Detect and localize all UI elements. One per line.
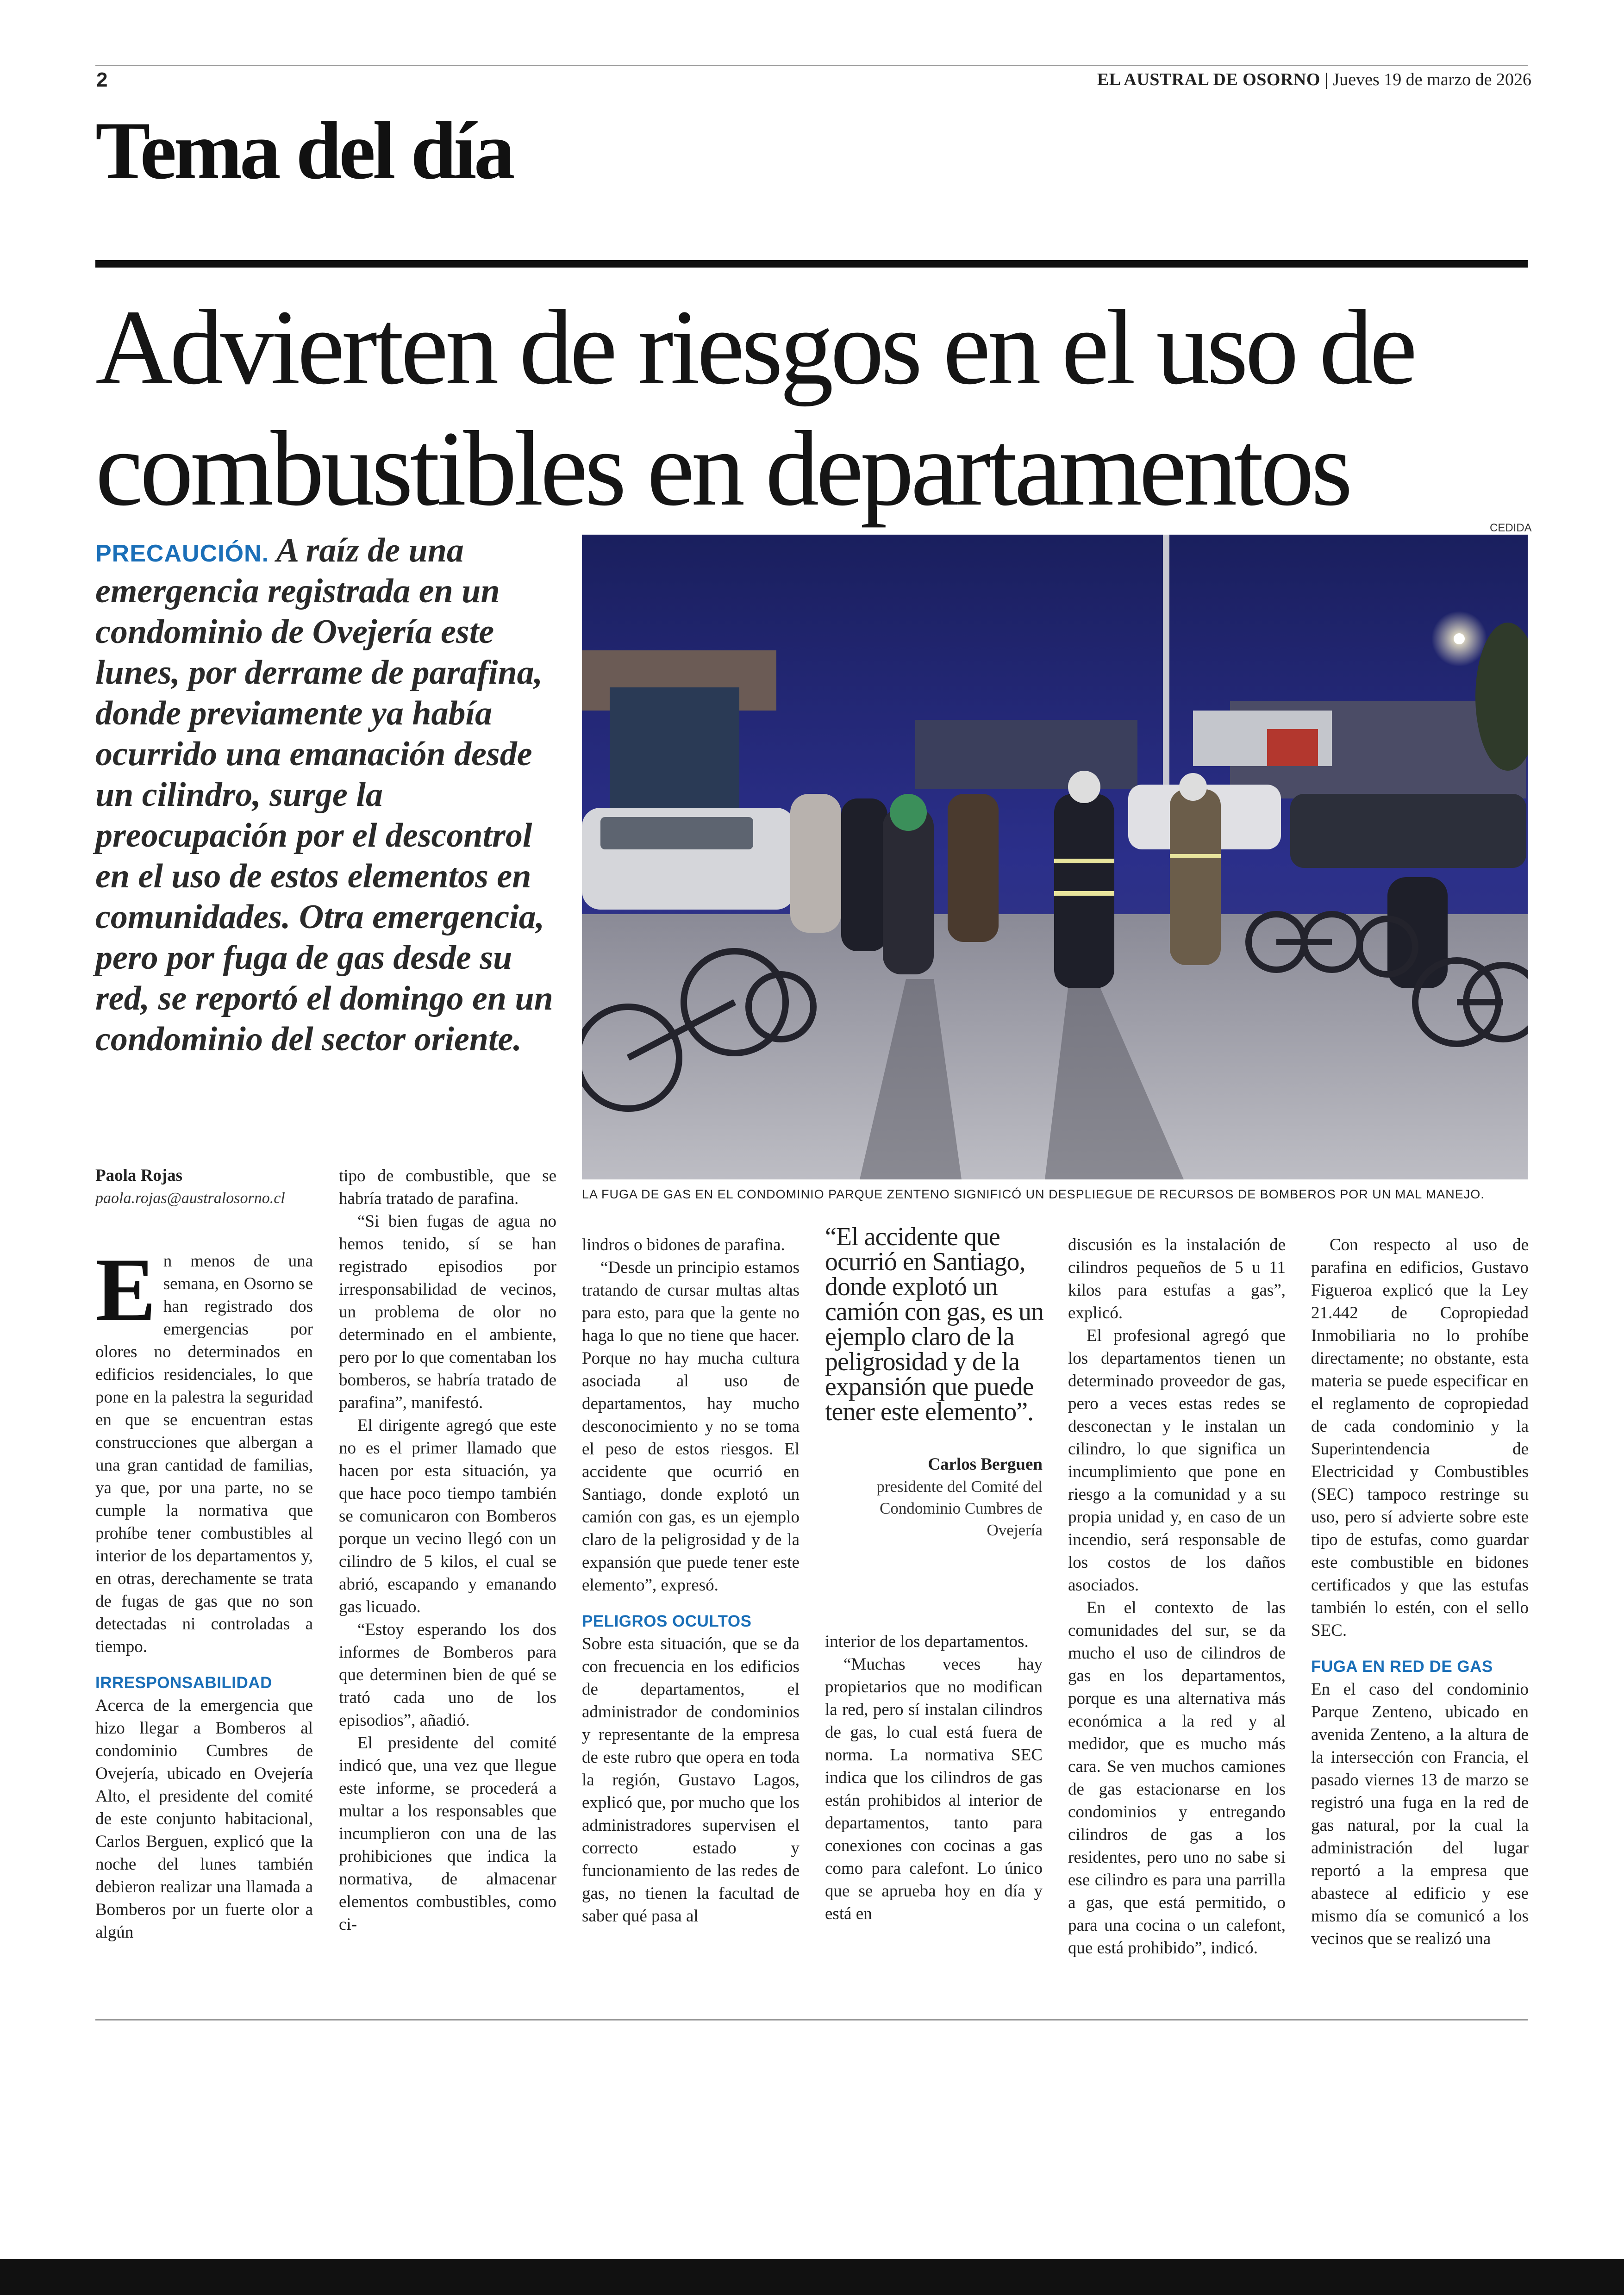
body-column-1 <box>95 1240 313 1944</box>
col4-p2: “Muchas veces hay propietarios que no modifican la red, pero sí instalan cilindros de gas, lo cual está fuera de norma. La normativa SEC indica que los cilindros de gas están prohibidos al interior de departamentos, tanto para conexiones con cocinas a gas como para calefont. Lo único que se aprueba hoy en día y está en <box>825 1655 1043 1923</box>
section-rule <box>95 260 1528 268</box>
col1-p2: Acerca de la emergencia que hizo llegar a Bomberos al condominio Cumbres de Ovejería, ubicado en Ovejería Alto, el presidente del comité de este conjunto habitacional, Carlos Berguen, explicó que la noche del lunes también debieron realizar una llamada a Bomberos por un fuerte olor a algún <box>95 1696 313 1942</box>
col1-p1: n menos de una semana, en Osorno se han registrado dos emergencias por olores no determinados en edificios residenciales, lo que pone en la palestra la seguridad en que se encuentran estas construcciones que albergan a una gran cantidad de familias, ya que, por una parte, no se cumple la normativa que prohíbe tener combustibles al interior de los departamentos y, en otras, derechamente se trata de fugas de gas que no son detectadas ni controladas a tiempo. <box>95 1252 313 1656</box>
subhead-fuga-en-red-de-gas: FUGA EN RED DE GAS <box>1311 1658 1493 1676</box>
col2-p2: “Si bien fugas de agua no hemos tenido, sí se han registrado episodios por irresponsabilidad de vecinos, un problema de olor no determinado en el ambiente, pero por lo que comentaban los bomberos, se habría tratado de parafina”, manifestó. <box>339 1212 556 1412</box>
photo-credit: CEDIDA <box>1490 522 1532 534</box>
col2-p5: El presidente del comité indicó que, una vez que llegue este informe, se procederá a multar a los responsables que incumplieron con una de las prohibiciones que indica la normativa, de almacenar elementos combustibles, como ci- <box>339 1734 556 1934</box>
lead-text: A raíz de una emergencia registrada en un condominio de Ovejería este lunes, por derrame de parafina, donde previamente ya había ocurrido una emanación desde un cilindro, surge la preocupación por el descontrol en el uso de estos elementos en comunidades. Otra emergencia, pero por fuga de gas desde su red, se reportó el domingo en un condominio del sector oriente. <box>95 531 553 1058</box>
col2-p3: El dirigente agregó que este no es el primer llamado que hacen por esta situación, ya que hace poco tiempo también se comunicaron con Bomberos porque un vecino llegó con un cilindro de 5 kilos, el cual se abrió, escapando y emanando gas licuado. <box>339 1416 556 1616</box>
col3-p1: lindros o bidones de parafina. <box>582 1235 785 1254</box>
subhead-peligros-ocultos: PELIGROS OCULTOS <box>582 1612 752 1630</box>
section-title: Tema del día <box>95 105 512 196</box>
pull-quote-role: presidente del Comité del Condominio Cumbres de Ovejería <box>876 1478 1043 1539</box>
drop-cap: E <box>95 1240 156 1340</box>
col1-first-paragraph <box>95 1240 313 1658</box>
folio: EL AUSTRAL DE OSORNO | Jueves 19 de marzo de 2026 <box>1097 70 1531 89</box>
lead-paragraph <box>95 530 563 1060</box>
author-name: Paola Rojas <box>95 1166 183 1185</box>
bottom-rule <box>95 2019 1528 2021</box>
top-rule <box>95 65 1528 66</box>
issue-date: Jueves 19 de marzo de 2026 <box>1332 70 1531 89</box>
subhead-irresponsabilidad: IRRESPONSABILIDAD <box>95 1674 272 1692</box>
col5-p2: El profesional agregó que los departamentos tienen un determinado proveedor de gas, pero a veces estas redes se desconectan y le instalan un cilindro, lo que significa un incumplimiento que pone en riesgo a la comunidad y a su propia unidad y, en caso de un incendio, será responsable de los costos de los daños asociados. <box>1068 1326 1286 1595</box>
col6-p1: Con respecto al uso de parafina en edificios, Gustavo Figueroa explicó que la Ley 21.442 de Copropiedad Inmobiliaria no lo prohíbe directamente; no obstante, esta materia se puede especificar en el reglamento de copropiedad de cada condominio y la Superintendencia de Electricidad y Combustibles (SEC) tampoco restringe su uso, pero sí advierte sobre este tipo de estufas, como guardar este combustible en bidones certificados y que las estufas también lo estén, con el sello SEC. <box>1311 1235 1529 1640</box>
col5-p3: En el contexto de las comunidades del sur, se da mucho el uso de cilindros de gas en los departamentos, porque es una alternativa más económica a la red y al medidor, que es mucho más cara. Se ven muchos camiones de gas estacionarse en los condominios y entregando cilindros de gas a los residentes, pero uno no sabe si ese cilindro es para una parrilla a gas, que está permitido, o para una cocina o un calefont, que está prohibido”, indicó. <box>1068 1598 1286 1958</box>
col3-p3: Sobre esta situación, que se da con frecuencia en los edificios de departamentos, el administrador de condominios y representante de la empresa de este rubro que opera en toda la región, Gustavo Lagos, explicó que, por mucho que los administradores supervisen el correcto estado y funcionamiento de las redes de gas, no tienen la facultad de saber qué pasa al <box>582 1634 800 1926</box>
body-column-4 <box>825 1630 1043 1925</box>
col2-p4: “Estoy esperando los dos informes de Bomberos para que determinen bien de qué se trató cada uno de los episodios”, añadió. <box>339 1620 556 1730</box>
col3-p2: “Desde un principio estamos tratando de cursar multas altas para esto, para que la gente no haga lo que no tiene que hacer. Porque no hay mucha cultura asociada al uso de departamentos, hay mucho desconocimiento y no se toma el peso de estos riesgos. El accidente que ocurrió en Santiago, donde explotó un camión con gas, es un ejemplo claro de la peligrosidad y de la expansión que puede tener este elemento”, expresó. <box>582 1258 800 1595</box>
col5-p1: discusión es la instalación de cilindros pequeños de 5 u 11 kilos para estufas a gas”, explicó. <box>1068 1235 1286 1322</box>
headline: Advierten de riesgos en el uso de combustibles en departamentos <box>95 288 1414 528</box>
body-column-3 <box>582 1234 800 1927</box>
body-column-2 <box>339 1165 556 1936</box>
photo-caption: LA FUGA DE GAS EN EL CONDOMINIO PARQUE ZENTENO SIGNIFICÓ UN DESPLIEGUE DE RECURSOS DE BOMBEROS POR UN MAL MANEJO. <box>582 1187 1485 1201</box>
col4-p1: interior de los departamentos. <box>825 1632 1029 1651</box>
col2-p1: tipo de combustible, que se habría tratado de parafina. <box>339 1166 556 1208</box>
author-email[interactable]: paola.rojas@australosorno.cl <box>95 1190 285 1207</box>
page-number: 2 <box>96 69 108 91</box>
lead-kicker: PRECAUCIÓN. <box>95 540 269 567</box>
pull-quote: “El accidente que ocurrió en Santiago, donde explotó un camión con gas, es un ejemplo claro de la peligrosidad y de la expansión que puede tener este elemento”. <box>825 1222 1043 1426</box>
newspaper-name: EL AUSTRAL DE OSORNO <box>1097 70 1320 89</box>
news-photo <box>582 535 1528 1179</box>
body-column-5 <box>1068 1234 1286 1959</box>
pull-quote-name: Carlos Berguen <box>928 1455 1043 1474</box>
bottom-bar <box>0 2259 1624 2295</box>
col6-p2: En el caso del condominio Parque Zenteno, ubicado en avenida Zenteno, a la altura de la intersección con Francia, el pasado viernes 13 de marzo se registró una fuga en la red de gas natural, por la cual la administración del lugar reportó a la empresa que abastece al edificio y ese mismo día se comunicó a los vecinos que se realizó una <box>1311 1680 1529 1948</box>
body-column-6 <box>1311 1234 1529 1950</box>
